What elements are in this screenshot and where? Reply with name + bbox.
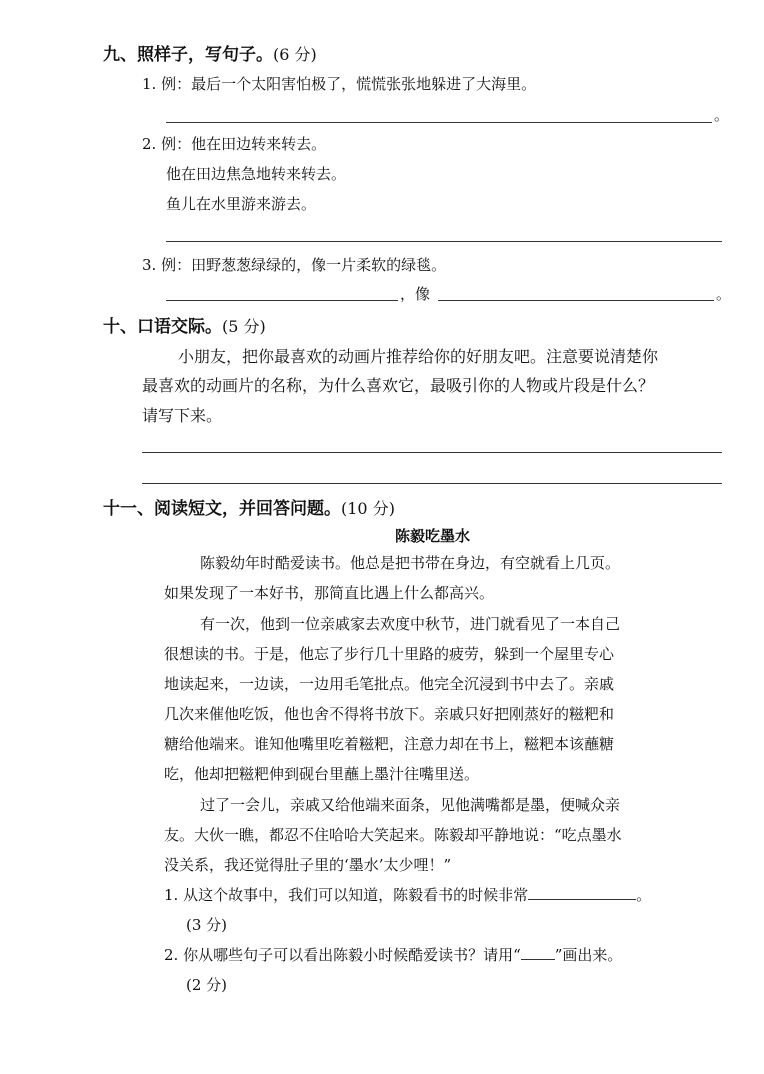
story-line: 如果发现了一本好书，那简直比遇上什么都高兴。: [164, 584, 495, 602]
section11-q1: [164, 884, 651, 905]
section9-q3-answer-line-2[interactable]: [438, 300, 714, 301]
section10-para-line1: 小朋友，把你最喜欢的动画片推荐给你的好朋友吧。注意要说清楚你: [178, 347, 659, 366]
section11-q1-points: (3 分): [186, 916, 228, 934]
section9-q3-mid: ，像: [400, 285, 431, 303]
section9-q1-end-mark: 。: [714, 106, 730, 124]
section9-heading: [103, 40, 317, 65]
section11-heading: [103, 494, 395, 519]
section9-q3-example: 3. 例：田野葱葱绿绿的，像一片柔软的绿毯。: [142, 256, 447, 274]
story-line: 糖给他端来。谁知他嘴里吃着糍粑，注意力却在书上，糍粑本该蘸糖: [164, 735, 615, 753]
section10-answer-line-2[interactable]: [142, 483, 722, 484]
story-line: 吃，他却把糍粑伸到砚台里蘸上墨汁往嘴里送。: [164, 765, 480, 783]
section11-q2-text-before: 2. 你从哪些句子可以看出陈毅小时候酷爱读书？请用“: [164, 946, 521, 964]
story-line: 很想读的书。于是，他忘了步行几十里路的疲劳，躲到一个屋里专心: [164, 645, 615, 663]
section11-q1-end-mark: 。: [636, 886, 652, 904]
section9-q3-end-mark: 。: [716, 285, 732, 303]
section11-q2-underline-sample: [521, 945, 555, 960]
section9-q2-prompt: 鱼儿在水里游来游去。: [166, 195, 317, 213]
section10-points: (5 分): [222, 317, 266, 336]
section11-q1-text: 1. 从这个故事中，我们可以知道，陈毅看书的时候非常: [164, 886, 529, 904]
section9-points: (6 分): [273, 45, 317, 64]
section9-q1-example: 1. 例：最后一个太阳害怕极了，慌慌张张地躲进了大海里。: [142, 75, 537, 93]
section11-points: (10 分): [341, 499, 395, 518]
section10-para-line3: 请写下来。: [142, 406, 223, 425]
story-line: 没关系，我还觉得肚子里的‘墨水’太少哩！”: [164, 856, 452, 874]
story-line: 地读起来，一边读，一边用毛笔批点。他完全沉浸到书中去了。亲戚: [164, 675, 615, 693]
section11-q2-text-after: ”画出来。: [554, 946, 623, 964]
story-line: 陈毅幼年时酷爱读书。他总是把书带在身边，有空就看上几页。: [200, 554, 621, 572]
section11-q1-blank[interactable]: [528, 885, 636, 900]
story-title: 陈毅吃墨水: [395, 527, 471, 545]
section10-answer-line-1[interactable]: [142, 452, 722, 453]
section11-q2: [164, 944, 622, 965]
section9-q3-answer-line-1[interactable]: [166, 300, 398, 301]
section9-q2-expanded: 他在田边焦急地转来转去。: [166, 165, 347, 183]
section10-para-line2: 最喜欢的动画片的名称，为什么喜欢它，最吸引你的人物或片段是什么？: [142, 376, 655, 395]
section9-heading-text: 九、照样子，写句子。: [103, 45, 273, 65]
section11-heading-text: 十一、阅读短文，并回答问题。: [103, 499, 341, 519]
story-line: 几次来催他吃饭，他也舍不得将书放下。亲戚只好把刚蒸好的糍粑和: [164, 705, 615, 723]
section10-heading-text: 十、口语交际。: [103, 317, 222, 337]
section9-q1-answer-line[interactable]: [166, 122, 712, 123]
story-line: 友。大伙一瞧，都忍不住哈哈大笑起来。陈毅却平静地说：“吃点墨水: [164, 826, 622, 844]
section10-heading: [103, 312, 266, 337]
section11-q2-points: (2 分): [186, 976, 228, 994]
story-line: 有一次，他到一位亲戚家去欢度中秋节，进门就看见了一本自己: [200, 615, 621, 633]
section9-q2-example: 2. 例：他在田边转来转去。: [142, 135, 327, 153]
story-line: 过了一会儿，亲戚又给他端来面条，见他满嘴都是墨，便喊众亲: [200, 796, 621, 814]
section9-q2-answer-line[interactable]: [166, 241, 722, 242]
